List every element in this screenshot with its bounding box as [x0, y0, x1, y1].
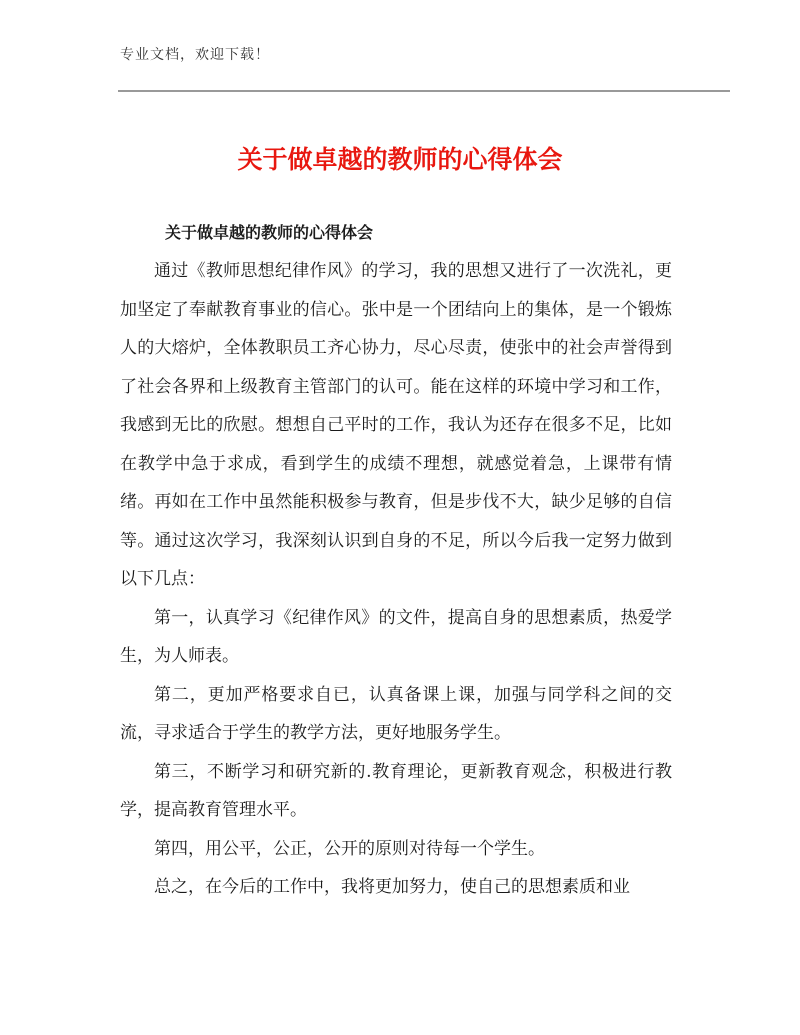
paragraph-point-1: 第一，认真学习《纪律作风》的文件，提高自身的思想素质，热爱学生，为人师表。: [120, 607, 672, 666]
paragraph-point-2: 第二，更加严格要求自已，认真备课上课，加强与同学科之间的交流，寻求适合于学生的教学方法，更好地服务学生。: [120, 684, 672, 743]
paragraph-intro: 通过《教师思想纪律作风》的学习，我的思想又进行了一次洗礼，更加坚定了奉献教育事业的信心。张中是一个团结向上的集体，是一个锻炼人的大熔炉，全体教职员工齐心协力，尽心尽责，使张中的社会声誉得到了社会各界和上级教育主管部门的认可。能在这样的环境中学习和工作，我感到无比的欣慰。想想自己平时的工作，我认为还存在很多不足，比如在教学中急于求成，看到学生的成绩不理想，就感觉着急，上课带有情绪。再如在工作中虽然能积极参与教育，但是步伐不大，缺少足够的自信等。通过这次学习，我深刻认识到自身的不足，所以今后我一定努力做到以下几点：: [120, 261, 672, 589]
header-divider: [118, 90, 730, 92]
document-title: 关于做卓越的教师的心得体会: [237, 145, 563, 174]
paragraph-point-4: 第四，用公平，公正，公开的原则对待每一个学生。: [154, 838, 545, 859]
paragraph-point-3: 第三，不断学习和研究新的.教育理论，更新教育观念，积极进行教学，提高教育管理水平。: [120, 761, 672, 820]
document-subtitle: 关于做卓越的教师的心得体会: [165, 223, 374, 242]
header-note: 专业文档，欢迎下载！: [120, 47, 270, 63]
paragraph-conclusion: 总之，在今后的工作中，我将更加努力，使自己的思想素质和业: [154, 877, 630, 897]
document-body: [120, 252, 672, 907]
